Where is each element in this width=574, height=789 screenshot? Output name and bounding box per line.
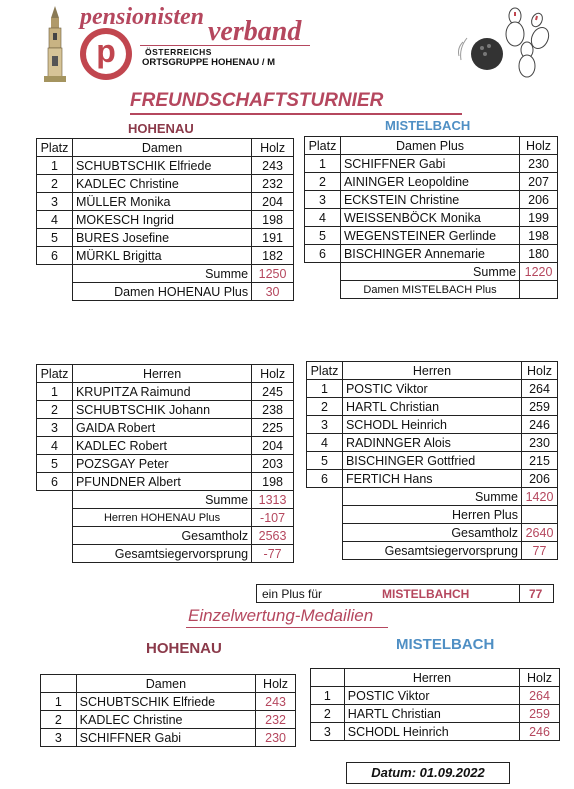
table-row [37, 455, 294, 473]
cell-score: 232 [252, 175, 294, 193]
table-row [37, 247, 294, 265]
cell-name: POSTIC Viktor [342, 380, 521, 398]
cell-score: 198 [252, 473, 294, 491]
cell-name: KADLEC Robert [72, 437, 251, 455]
men-table-right [306, 361, 558, 560]
table-row [311, 687, 560, 705]
sum-row [37, 265, 294, 283]
plus-summary-value: 77 [529, 587, 543, 601]
cell-place: 5 [37, 229, 73, 247]
cell-name: MÜRKL Brigitta [72, 247, 251, 265]
col-holz: Holz [256, 675, 296, 693]
cell-place: 1 [37, 383, 73, 401]
col-platz: Platz [305, 137, 341, 155]
col-platz: Platz [37, 365, 73, 383]
col-name: Damen [76, 675, 255, 693]
cell-name: HARTL Christian [342, 398, 521, 416]
cell-score: 180 [520, 245, 558, 263]
table-row [41, 729, 296, 747]
medals-team-left: HOHENAU [146, 640, 222, 657]
sum-row [307, 488, 558, 506]
table-row [305, 209, 558, 227]
cell-name: POZSGAY Peter [72, 455, 251, 473]
cell-place: 6 [307, 470, 343, 488]
table-row [307, 416, 558, 434]
table-row [37, 419, 294, 437]
table-row [305, 191, 558, 209]
cell-name: RADINNGER Alois [342, 434, 521, 452]
table-row [37, 383, 294, 401]
cell-name: BISCHINGER Annemarie [340, 245, 519, 263]
medals-team-right: MISTELBACH [396, 636, 495, 653]
total-row [307, 524, 558, 542]
col-name: Damen [72, 139, 251, 157]
date-box [346, 762, 510, 784]
total-label: Gesamtholz [72, 527, 251, 545]
cell-name: KRUPITZA Raimund [72, 383, 251, 401]
cell-name: SCHUBTSCHIK Elfriede [72, 157, 251, 175]
cell-place: 4 [305, 209, 341, 227]
cell-name: MÜLLER Monika [72, 193, 251, 211]
table-header-row [307, 362, 558, 380]
sum-label: Summe [72, 491, 251, 509]
table-row [307, 470, 558, 488]
logo-letter: p [96, 33, 116, 69]
cell-score: 182 [252, 247, 294, 265]
cell-score: 206 [520, 191, 558, 209]
table-header-row [37, 139, 294, 157]
plus-summary [256, 584, 554, 603]
cell-place: 3 [307, 416, 343, 434]
cell-place: 1 [311, 687, 345, 705]
table-row [307, 452, 558, 470]
plus-summary-label: ein Plus für [262, 587, 323, 601]
plus-row [37, 509, 294, 527]
col-name: Herren [342, 362, 521, 380]
sum-value: 1313 [252, 491, 294, 509]
cell-place: 1 [41, 693, 77, 711]
cell-name: SCHUBTSCHIK Johann [72, 401, 251, 419]
cell-place: 2 [37, 175, 73, 193]
table-row [305, 227, 558, 245]
org-name-line1: pensionisten [80, 4, 205, 30]
lead-row [307, 542, 558, 560]
col-holz: Holz [252, 139, 294, 157]
cell-name: SCHODL Heinrich [342, 416, 521, 434]
cell-place: 4 [37, 211, 73, 229]
medals-table-right [310, 668, 560, 741]
cell-score: 206 [522, 470, 558, 488]
total-label: Gesamtholz [342, 524, 521, 542]
cell-score: 230 [256, 729, 296, 747]
table-row [37, 157, 294, 175]
sum-value: 1220 [520, 263, 558, 281]
cell-place: 3 [305, 191, 341, 209]
col-holz: Holz [520, 669, 560, 687]
plus-summary-divider [519, 585, 520, 602]
table-row [41, 693, 296, 711]
cell-score: 203 [252, 455, 294, 473]
cell-name: BISCHINGER Gottfried [342, 452, 521, 470]
cell-score: 198 [520, 227, 558, 245]
cell-place: 6 [37, 473, 73, 491]
col-holz: Holz [252, 365, 294, 383]
title-underline [130, 113, 462, 115]
plus-row [37, 283, 294, 301]
cell-score: 259 [520, 705, 560, 723]
total-value: 2563 [252, 527, 294, 545]
plus-value [522, 506, 558, 524]
table-row [305, 155, 558, 173]
total-row [37, 527, 294, 545]
cell-place: 4 [307, 434, 343, 452]
cell-place: 2 [41, 711, 77, 729]
cell-place: 3 [41, 729, 77, 747]
col-platz: Platz [37, 139, 73, 157]
cell-name: KADLEC Christine [72, 175, 251, 193]
col-name: Herren [344, 669, 519, 687]
cell-place: 1 [307, 380, 343, 398]
cell-place: 1 [37, 157, 73, 175]
cell-place: 3 [311, 723, 345, 741]
org-underline [140, 45, 310, 46]
cell-score: 207 [520, 173, 558, 191]
org-country: ÖSTERREICHS [145, 47, 212, 57]
plus-label: Herren Plus [342, 506, 521, 524]
cell-score: 199 [520, 209, 558, 227]
sum-label: Summe [340, 263, 519, 281]
plus-summary-team: MISTELBAHCH [382, 587, 470, 601]
cell-place: 5 [37, 455, 73, 473]
bowling-icon [455, 2, 555, 80]
sum-row [37, 491, 294, 509]
medals-title: Einzelwertung-Medailien [188, 606, 374, 625]
pv-logo [80, 28, 132, 80]
plus-value: 30 [252, 283, 294, 301]
sum-row [305, 263, 558, 281]
cell-place: 1 [305, 155, 341, 173]
table-header-row [311, 669, 560, 687]
plus-row [305, 281, 558, 299]
table-header-row [305, 137, 558, 155]
cell-score: 204 [252, 437, 294, 455]
table-row [37, 437, 294, 455]
cell-place: 5 [305, 227, 341, 245]
cell-score: 259 [522, 398, 558, 416]
cell-name: GAIDA Robert [72, 419, 251, 437]
table-row [307, 434, 558, 452]
cell-name: SCHUBTSCHIK Elfriede [76, 693, 255, 711]
cell-name: HARTL Christian [344, 705, 519, 723]
cell-score: 215 [522, 452, 558, 470]
cell-place: 2 [311, 705, 345, 723]
col-name: Damen Plus [340, 137, 519, 155]
cell-name: WEISSENBÖCK Monika [340, 209, 519, 227]
table-row [37, 193, 294, 211]
cell-score: 238 [252, 401, 294, 419]
col-holz: Holz [520, 137, 558, 155]
ladies-table-left [36, 138, 294, 301]
org-group: ORTSGRUPPE HOHENAU / M [142, 57, 276, 68]
cell-place: 2 [37, 401, 73, 419]
cell-place: 2 [305, 173, 341, 191]
medals-title-underline [186, 627, 388, 628]
cell-name: POSTIC Viktor [344, 687, 519, 705]
cell-place: 6 [305, 245, 341, 263]
cell-name: MOKESCH Ingrid [72, 211, 251, 229]
table-row [307, 380, 558, 398]
cell-score: 246 [520, 723, 560, 741]
lead-label: Gesamtsiegervorsprung [342, 542, 521, 560]
table-header-row [37, 365, 294, 383]
table-header-row [41, 675, 296, 693]
men-table-left [36, 364, 294, 563]
cell-score: 198 [252, 211, 294, 229]
ladies-table-right [304, 136, 558, 299]
sum-value: 1250 [252, 265, 294, 283]
medals-table-left [40, 674, 296, 747]
table-row [311, 705, 560, 723]
plus-label: Herren HOHENAU Plus [72, 509, 251, 527]
page-title: FREUNDSCHAFTSTURNIER [130, 90, 384, 111]
cell-score: 191 [252, 229, 294, 247]
cell-score: 225 [252, 419, 294, 437]
cell-name: FERTICH Hans [342, 470, 521, 488]
cell-name: ECKSTEIN Christine [340, 191, 519, 209]
table-row [37, 401, 294, 419]
table-row [37, 175, 294, 193]
col-holz: Holz [522, 362, 558, 380]
cell-score: 232 [256, 711, 296, 729]
table-row [307, 398, 558, 416]
total-value: 2640 [522, 524, 558, 542]
table-row [37, 229, 294, 247]
table-row [305, 173, 558, 191]
table-row [37, 211, 294, 229]
cell-place: 6 [37, 247, 73, 265]
cell-score: 264 [520, 687, 560, 705]
plus-row [307, 506, 558, 524]
cell-score: 245 [252, 383, 294, 401]
cell-name: SCHODL Heinrich [344, 723, 519, 741]
table-row [305, 245, 558, 263]
cell-name: SCHIFFNER Gabi [76, 729, 255, 747]
date-text: Datum: 01.09.2022 [371, 765, 485, 780]
plus-label: Damen MISTELBACH Plus [340, 281, 519, 299]
cell-place: 4 [37, 437, 73, 455]
cell-score: 264 [522, 380, 558, 398]
plus-value: -107 [252, 509, 294, 527]
cell-name: SCHIFFNER Gabi [340, 155, 519, 173]
cell-name: PFUNDNER Albert [72, 473, 251, 491]
cell-place: 3 [37, 419, 73, 437]
table-row [311, 723, 560, 741]
cell-score: 230 [520, 155, 558, 173]
cell-place: 5 [307, 452, 343, 470]
cell-score: 204 [252, 193, 294, 211]
cell-name: KADLEC Christine [76, 711, 255, 729]
table-row [37, 473, 294, 491]
lead-value: 77 [522, 542, 558, 560]
cell-score: 246 [522, 416, 558, 434]
plus-label: Damen HOHENAU Plus [72, 283, 251, 301]
cell-score: 230 [522, 434, 558, 452]
sum-value: 1420 [522, 488, 558, 506]
team-label-right: MISTELBACH [385, 118, 471, 133]
cell-place: 3 [37, 193, 73, 211]
lead-label: Gesamtsiegervorsprung [72, 545, 251, 563]
col-name: Herren [72, 365, 251, 383]
cell-name: BURES Josefine [72, 229, 251, 247]
plus-value [520, 281, 558, 299]
cell-name: AININGER Leopoldine [340, 173, 519, 191]
cell-score: 243 [252, 157, 294, 175]
col-platz: Platz [307, 362, 343, 380]
sum-label: Summe [342, 488, 521, 506]
lead-value: -77 [252, 545, 294, 563]
church-tower-icon [40, 6, 70, 84]
cell-score: 243 [256, 693, 296, 711]
sum-label: Summe [72, 265, 251, 283]
cell-name: WEGENSTEINER Gerlinde [340, 227, 519, 245]
lead-row [37, 545, 294, 563]
table-row [41, 711, 296, 729]
team-label-left: HOHENAU [128, 121, 194, 136]
cell-place: 2 [307, 398, 343, 416]
org-name-line2: verband [208, 16, 302, 47]
